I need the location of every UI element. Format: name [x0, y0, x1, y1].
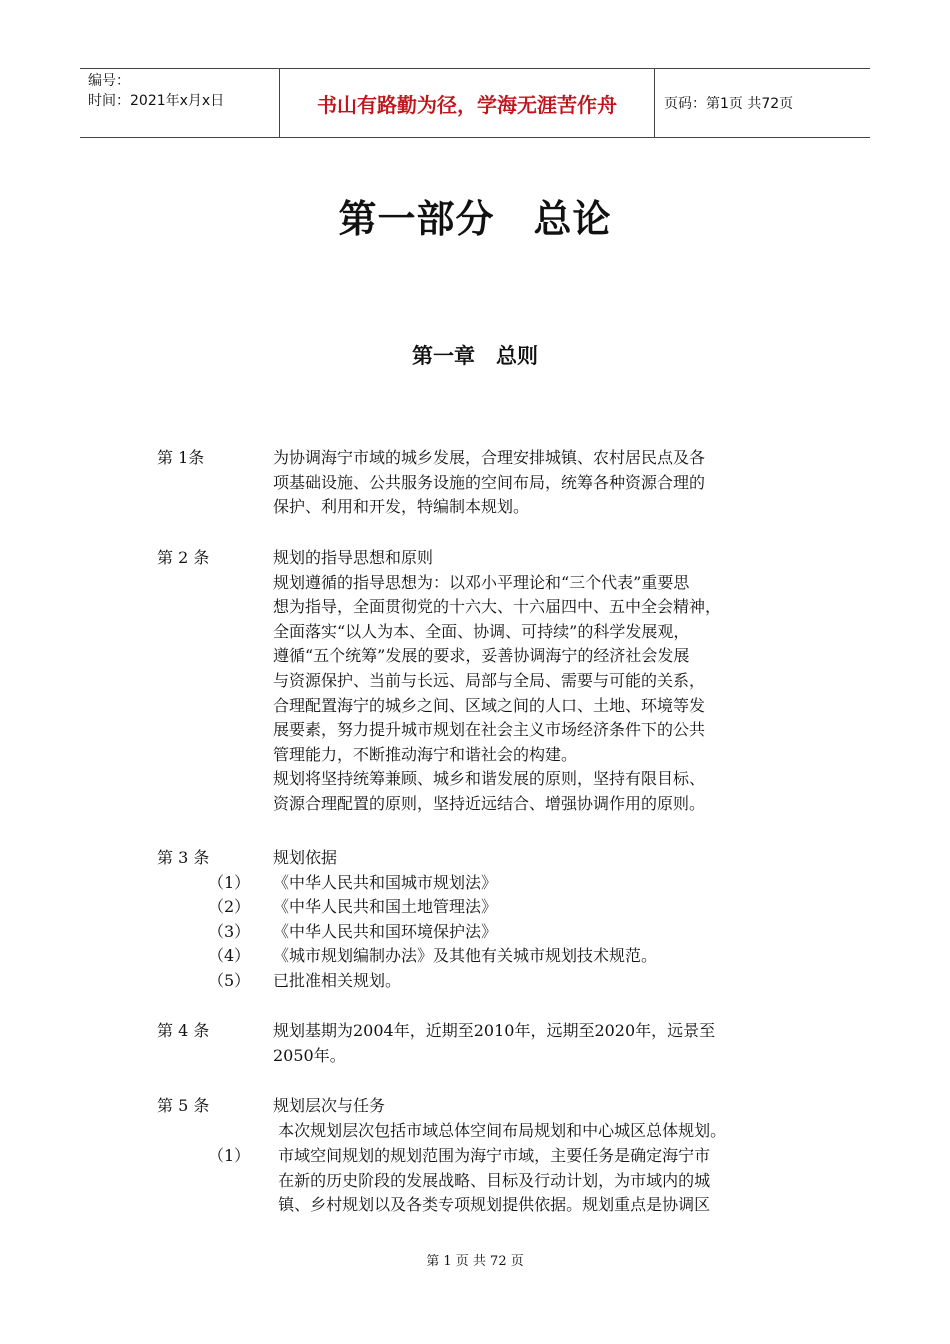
- list-item-number: （4）: [208, 946, 251, 965]
- article-label: 第 5 条: [157, 1096, 210, 1115]
- article-line: 项基础设施、公共服务设施的空间布局，统筹各种资源合理的: [273, 472, 706, 492]
- article-line: 管理能力，不断推动海宁和谐社会的构建。: [273, 744, 578, 764]
- chapter-title: 第一章 总则: [412, 344, 538, 368]
- list-item-number: （3）: [208, 922, 251, 941]
- page-footer: 第 1 页 共 72 页: [426, 1254, 524, 1269]
- list-item-text: 《中华人民共和国城市规划法》: [273, 873, 498, 892]
- list-item-line: 市域空间规划的规划范围为海宁市域，主要任务是确定海宁市: [273, 1146, 711, 1165]
- article-label: 第 1条: [157, 448, 205, 467]
- article-line: 合理配置海宁的城乡之间、区域之间的人口、土地、环境等发: [273, 695, 706, 715]
- header-time-label: 时间：2021年x月x日: [88, 93, 225, 109]
- list-item-number: （2）: [208, 897, 251, 916]
- list-item-line: 在新的历史阶段的发展战略、目标及行动计划，为市域内的城: [273, 1170, 711, 1190]
- article-line: 规划遵循的指导思想为：以邓小平理论和“三个代表”重要思: [273, 572, 690, 592]
- article-line: 2050年。: [273, 1045, 346, 1065]
- header-motto: 书山有路勤为径，学海无涯苦作舟: [280, 69, 655, 137]
- article-label: 第 4 条: [157, 1021, 210, 1040]
- article-line: 规划层次与任务: [273, 1096, 386, 1115]
- article-line: 展要素，努力提升城市规划在社会主义市场经济条件下的公共: [273, 720, 706, 740]
- article-line: 保护、利用和开发，特编制本规划。: [273, 497, 530, 517]
- article-line: 与资源保护、当前与长远、局部与全局、需要与可能的关系，: [273, 670, 706, 690]
- article-line: 为协调海宁市域的城乡发展，合理安排城镇、农村居民点及各: [273, 448, 706, 467]
- list-item-number: （1）: [208, 1146, 251, 1165]
- part-title: 第一部分 总论: [338, 197, 612, 241]
- list-item-text: 《中华人民共和国环境保护法》: [273, 922, 498, 941]
- article-line: 规划的指导思想和原则: [273, 548, 434, 567]
- article-line: 本次规划层次包括市域总体空间布局规划和中心城区总体规划。: [273, 1120, 727, 1140]
- list-item-text: 已批准相关规划。: [273, 971, 402, 990]
- article-body: [273, 1094, 818, 1143]
- article-body: [273, 1019, 818, 1068]
- header-page-info: 页码：第1页 共72页: [664, 96, 794, 112]
- list-item-text: 《城市规划编制办法》及其他有关城市规划技术规范。: [273, 946, 658, 965]
- article-body: [273, 846, 818, 871]
- article-body: [273, 446, 818, 520]
- article-line: 想为指导，全面贯彻党的十六大、十六届四中、五中全会精神，: [273, 597, 722, 617]
- list-item-line: 镇、乡村规划以及各类专项规划提供依据。规划重点是协调区: [273, 1195, 711, 1215]
- article-line: 规划依据: [273, 848, 338, 867]
- article-line: 全面落实“以人为本、全面、协调、可持续”的科学发展观，: [273, 621, 690, 641]
- article-line: 资源合理配置的原则，坚持近远结合、增强协调作用的原则。: [273, 793, 706, 813]
- article-label: 第 2 条: [157, 548, 210, 567]
- list-item-text: [273, 1144, 818, 1218]
- page-header: [80, 68, 870, 138]
- list-item-number: （1）: [208, 873, 251, 892]
- header-meta-cell: [80, 69, 280, 137]
- header-number-label: 编号：: [88, 73, 130, 89]
- list-item-number: （5）: [208, 971, 251, 990]
- article-label: 第 3 条: [157, 848, 210, 867]
- article-line: 规划将坚持统筹兼顾、城乡和谐发展的原则，坚持有限目标、: [273, 769, 706, 789]
- article-line: 规划基期为2004年，近期至2010年，远期至2020年，远景至: [273, 1021, 716, 1040]
- article-line: 遵循“五个统筹”发展的要求，妥善协调海宁的经济社会发展: [273, 646, 690, 666]
- list-item-text: 《中华人民共和国土地管理法》: [273, 897, 498, 916]
- article-body: [273, 546, 818, 817]
